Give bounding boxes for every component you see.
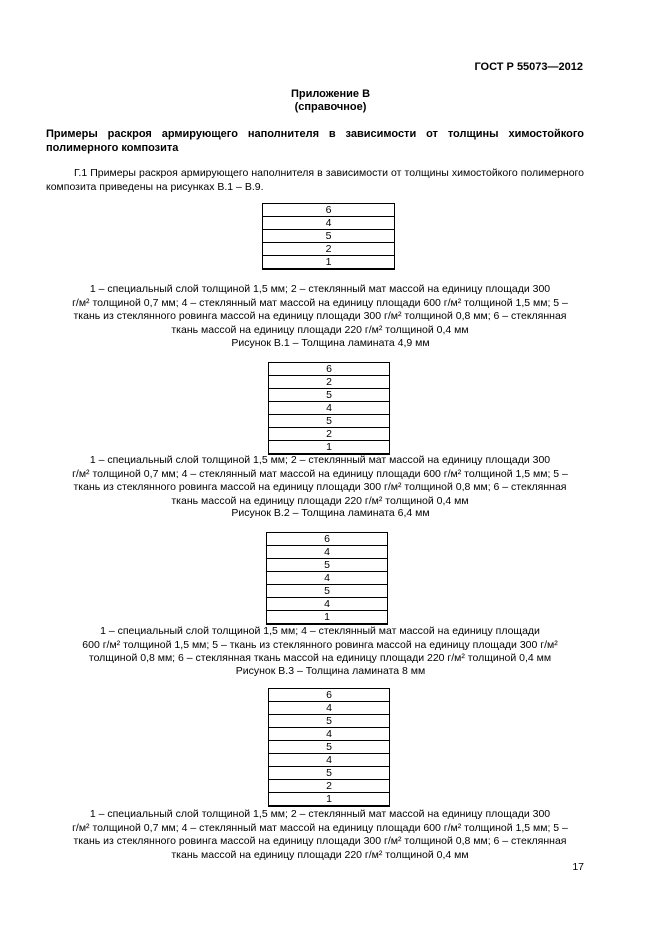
layer-row (267, 546, 388, 559)
layer-cell: 5 (263, 230, 395, 243)
figure-2-legend (40, 454, 600, 508)
layer-row (269, 793, 390, 807)
layer-cell: 6 (269, 689, 390, 702)
layer-cell: 5 (269, 389, 390, 402)
layer-row (269, 741, 390, 754)
layer-row (269, 702, 390, 715)
layer-cell: 4 (269, 402, 390, 415)
intro-text: Г.1 Примеры раскроя армирующего наполнителя в зависимости от толщины химостойкого полимерного композита приведены на рисунках В.1 – В.9. (46, 167, 584, 193)
layer-row (269, 415, 390, 428)
figure-4-legend (40, 808, 600, 862)
layer-cell: 5 (269, 767, 390, 780)
legend-line: ткань массой на единицу площади 220 г/м² толщиной 0,4 мм (171, 848, 469, 861)
intro-paragraph (46, 166, 584, 194)
figure-1-title: Рисунок В.1 – Толщина ламината 4,9 мм (231, 337, 430, 349)
layer-diagram-fig-4 (268, 688, 390, 807)
layer-cell: 5 (269, 415, 390, 428)
legend-line: ткань массой на единицу площади 220 г/м² толщиной 0,4 мм (171, 494, 469, 507)
appendix-type: (справочное) (294, 101, 367, 113)
layer-row (263, 230, 395, 243)
layer-cell: 1 (263, 256, 395, 270)
layer-cell: 4 (267, 598, 388, 611)
legend-line: г/м² толщиной 0,7 мм; 4 – стеклянный мат массой на единицу площади 600 г/м² толщиной 1,5 мм; 5 – (72, 296, 568, 309)
appendix-title (0, 88, 661, 114)
layer-row (269, 715, 390, 728)
layer-cell: 2 (263, 243, 395, 256)
layer-cell: 5 (269, 715, 390, 728)
layer-cell: 1 (267, 611, 388, 625)
layer-row (269, 767, 390, 780)
layer-row (267, 611, 388, 625)
layer-row (269, 754, 390, 767)
legend-line: г/м² толщиной 0,7 мм; 4 – стеклянный мат массой на единицу площади 600 г/м² толщиной 1,5 мм; 5 – (72, 467, 568, 480)
layer-row (269, 728, 390, 741)
figure-2-title: Рисунок В.2 – Толщина ламината 6,4 мм (231, 507, 430, 519)
layer-row (267, 559, 388, 572)
layer-diagram-fig-2 (268, 362, 390, 455)
legend-line: 1 – специальный слой толщиной 1,5 мм; 2 – стеклянный мат массой на единицу площади 300 (89, 283, 551, 295)
layer-row (269, 780, 390, 793)
layer-row (263, 256, 395, 270)
layer-cell: 5 (267, 585, 388, 598)
layer-row (269, 389, 390, 402)
layer-row (269, 363, 390, 376)
layer-row (263, 204, 395, 217)
layer-row (269, 402, 390, 415)
layer-row (269, 428, 390, 441)
layer-cell: 4 (267, 572, 388, 585)
legend-line: 600 г/м² толщиной 1,5 мм; 5 – ткань из стеклянного ровинга массой на единицу площади 300 г/м² (82, 638, 558, 651)
layer-row (267, 598, 388, 611)
layer-diagram-fig-3 (266, 532, 388, 625)
figure-3-title: Рисунок В.3 – Толщина ламината 8 мм (235, 665, 426, 677)
legend-line: г/м² толщиной 0,7 мм; 4 – стеклянный мат массой на единицу площади 600 г/м² толщиной 1,5 мм; 5 – (72, 821, 568, 834)
legend-line: 1 – специальный слой толщиной 1,5 мм; 2 – стеклянный мат массой на единицу площади 300 (89, 808, 551, 820)
legend-line: толщиной 0,8 мм; 6 – стеклянная ткань массой на единицу площади 220 г/м² толщиной 0,4 мм (88, 652, 552, 664)
layer-row (269, 376, 390, 389)
document-code: ГОСТ Р 55073—2012 (474, 61, 583, 73)
section-heading: Примеры раскроя армирующего наполнителя в зависимости от толщины химостойкого полимерного композита (46, 128, 584, 154)
layer-cell: 6 (269, 363, 390, 376)
layer-row (267, 572, 388, 585)
legend-line: 1 – специальный слой толщиной 1,5 мм; 4 – стеклянный мат массой на единицу площади (100, 625, 540, 637)
layer-cell: 4 (269, 728, 390, 741)
layer-diagram-fig-1 (262, 203, 395, 270)
figure-3-legend (40, 625, 600, 666)
layer-cell: 5 (269, 741, 390, 754)
layer-row (267, 585, 388, 598)
layer-cell: 2 (269, 376, 390, 389)
legend-line: ткань массой на единицу площади 220 г/м² толщиной 0,4 мм (171, 323, 469, 336)
layer-row (263, 217, 395, 230)
layer-cell: 2 (269, 428, 390, 441)
layer-row (269, 689, 390, 702)
legend-line: ткань из стеклянного ровинга массой на единицу площади 300 г/м² толщиной 0,8 мм; 6 – стеклянная (73, 481, 567, 493)
figure-1-legend (40, 283, 600, 337)
legend-line: 1 – специальный слой толщиной 1,5 мм; 2 – стеклянный мат массой на единицу площади 300 (89, 454, 551, 466)
layer-cell: 4 (267, 546, 388, 559)
layer-row (269, 441, 390, 455)
layer-row (263, 243, 395, 256)
page-number: 17 (572, 861, 584, 873)
layer-cell: 5 (267, 559, 388, 572)
layer-cell: 6 (267, 533, 388, 546)
legend-line: ткань из стеклянного ровинга массой на единицу площади 300 г/м² толщиной 0,8 мм; 6 – стеклянная (73, 835, 567, 847)
layer-row (267, 533, 388, 546)
legend-line: ткань из стеклянного ровинга массой на единицу площади 300 г/м² толщиной 0,8 мм; 6 – стеклянная (73, 310, 567, 322)
layer-cell: 1 (269, 793, 390, 807)
layer-cell: 4 (263, 217, 395, 230)
appendix-label: Приложение В (290, 88, 371, 100)
layer-cell: 2 (269, 780, 390, 793)
layer-cell: 4 (269, 754, 390, 767)
layer-cell: 1 (269, 441, 390, 455)
layer-cell: 6 (263, 204, 395, 217)
layer-cell: 4 (269, 702, 390, 715)
